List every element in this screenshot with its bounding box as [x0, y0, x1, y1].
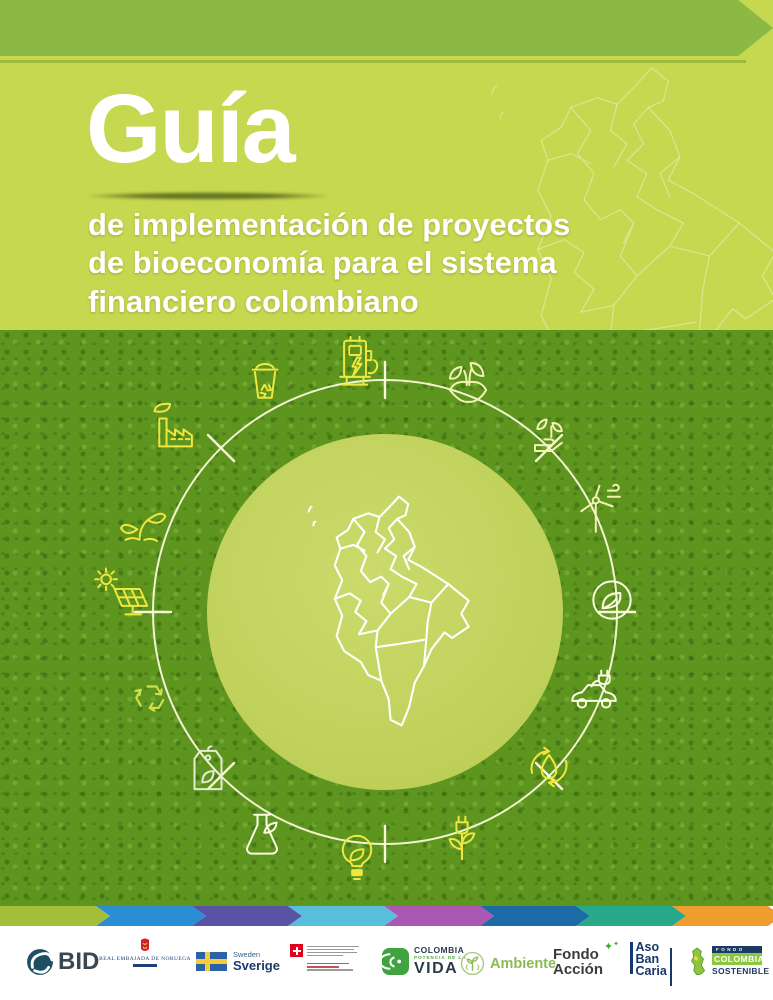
stripe-segment [384, 906, 494, 926]
vida-line2: POTENCIA DE LA [414, 955, 467, 961]
ambiente-label: Ambiente [490, 955, 557, 972]
center-circle [207, 434, 563, 790]
asobancaria-left-bar [630, 942, 633, 974]
moss-photo-section [0, 330, 773, 906]
partner-logos-bar [0, 926, 773, 1000]
subtitle-line: de implementación de proyectos [88, 207, 571, 242]
fondo-colombia-sostenible-logo [686, 946, 769, 976]
asobancaria-line1: Aso [635, 940, 660, 954]
colombia-map-small-icon [686, 947, 708, 975]
sweden-label-sv: Sverige [233, 958, 280, 973]
water-drop-cycle-icon [520, 738, 578, 796]
swiss-flag-icon [290, 944, 303, 957]
swiss-subtext-lines [307, 963, 359, 971]
top-arrow-band [0, 0, 773, 56]
stripe-segment [672, 906, 773, 926]
flask-with-leaf-icon [235, 808, 289, 862]
asobancaria-logo [630, 942, 672, 986]
hands-holding-plant-icon [437, 354, 499, 416]
title-underline-shadow [88, 192, 328, 200]
fondo-accion-line1: Fondo [553, 946, 599, 963]
solar-panel-icon [94, 566, 152, 624]
stripe-segment [288, 906, 398, 926]
ambiente-emblem-icon [460, 951, 485, 976]
sostenible-line1: FONDO [712, 946, 762, 953]
vida-line1: COLOMBIA [414, 945, 465, 955]
stripe-segment [192, 906, 302, 926]
fondo-accion-line2: Acción [553, 960, 604, 978]
asobancaria-line3: Caria [635, 963, 667, 978]
swiss-cooperation-logo [290, 944, 359, 972]
recycle-bin-icon [238, 355, 292, 409]
cover-header [0, 0, 773, 330]
bid-label: BID [58, 948, 100, 975]
sprout-icon [114, 492, 170, 548]
colombia-vida-icon [382, 948, 409, 975]
stripe-segment [96, 906, 206, 926]
asobancaria-line2: Ban [635, 951, 660, 966]
eco-tag-icon [181, 743, 235, 797]
norway-embassy-logo [99, 938, 191, 967]
stripe-segment [480, 906, 590, 926]
eco-factory-icon [146, 398, 204, 456]
stripe-segment [576, 906, 686, 926]
ambiente-logo [460, 951, 556, 976]
sweden-logo [196, 950, 280, 972]
norway-crest-icon [138, 938, 152, 954]
stripe-segment [0, 906, 110, 926]
electric-car-icon [565, 661, 623, 719]
bid-logo [26, 948, 99, 976]
sostenible-line3: SOSTENIBLE [712, 966, 770, 976]
hand-with-sprout-icon [521, 409, 577, 465]
sweden-label-en: Sweden [233, 950, 261, 959]
wind-turbine-icon [568, 481, 626, 539]
sparkle-icon: ✦✦ [603, 941, 620, 953]
footer-chevron-stripe [0, 906, 773, 926]
sostenible-line2: COLOMBIA [714, 954, 765, 964]
leaf-in-circle-icon [584, 572, 640, 628]
swiss-text-lines [307, 944, 359, 958]
eco-light-bulb-icon [329, 830, 385, 886]
plant-plug-icon [435, 811, 489, 865]
colombia-potencia-vida-logo [382, 946, 467, 977]
sweden-flag-icon [196, 952, 227, 971]
page-title: Guía [86, 74, 294, 183]
subtitle-line: financiero colombiano [88, 283, 419, 319]
asobancaria-right-bar [670, 948, 673, 986]
fondo-accion-logo [553, 941, 620, 978]
bid-globe-icon [26, 948, 54, 976]
norway-rule [133, 964, 157, 967]
subtitle-line: de bioeconomía para el sistema [88, 245, 557, 281]
norway-label: REAL EMBAJADA DE NORUEGA [99, 956, 191, 962]
ev-charging-station-icon [326, 333, 388, 395]
recycling-arrows-icon [125, 673, 179, 727]
vida-line3: VIDA [414, 959, 459, 977]
page-subtitle [88, 206, 570, 321]
